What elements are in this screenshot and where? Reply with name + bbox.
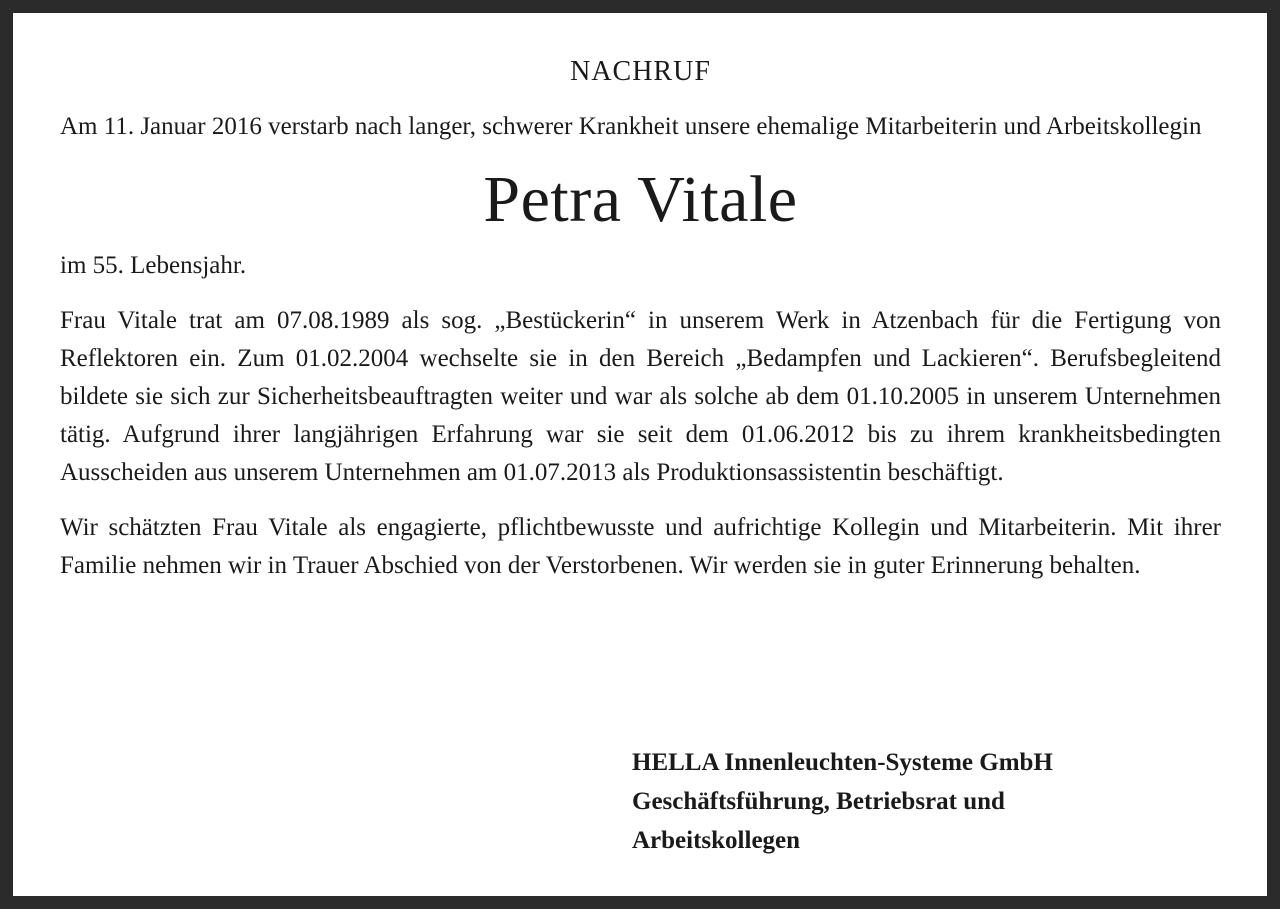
obituary-notice xyxy=(13,13,1267,896)
signature-colleagues: Arbeitskollegen xyxy=(632,827,801,854)
notice-heading: NACHRUF xyxy=(570,56,711,87)
age-line: im 55. Lebensjahr. xyxy=(60,252,247,279)
notice-body xyxy=(60,13,1221,585)
deceased-name: Petra Vitale xyxy=(483,163,798,236)
closing-paragraph: Wir schätzten Frau Vitale als engagierte, pflichtbewusste und aufrichtige Kollegin und Mitarbeiterin. Mit ihrer Familie nehmen wir in Trauer Abschied von der Verstorbenen. Wir werden sie in guter Erinnerung behalten. xyxy=(60,514,1221,579)
signature-management: Geschäftsführung, Betriebsrat und xyxy=(632,788,1005,815)
signature-company: HELLA Innenleuchten-Systeme GmbH xyxy=(632,749,1053,776)
intro-paragraph: Am 11. Januar 2016 verstarb nach langer, schwerer Krankheit unsere ehemalige Mitarbeiterin und Arbeitskollegin xyxy=(60,113,1202,140)
biography-paragraph: Frau Vitale trat am 07.08.1989 als sog. „Bestückerin“ in unserem Werk in Atzenbach für die Fertigung von Reflektoren ein. Zum 01.02.2004 wechselte sie in den Bereich „Bedampfen und Lackieren“. Berufsbegleitend bildete sie sich zur Sicherheitsbeauftragten weiter und war als solche ab dem 01.10.2005 in unserem Unternehmen tätig. Aufgrund ihrer langjährigen Erfahrung war sie seit dem 01.06.2012 bis zu ihrem krankheitsbedingten Ausscheiden aus unserem Unternehmen am 01.07.2013 als Produktionsassistentin beschäftigt. xyxy=(60,307,1221,486)
signature-block xyxy=(632,743,1053,860)
